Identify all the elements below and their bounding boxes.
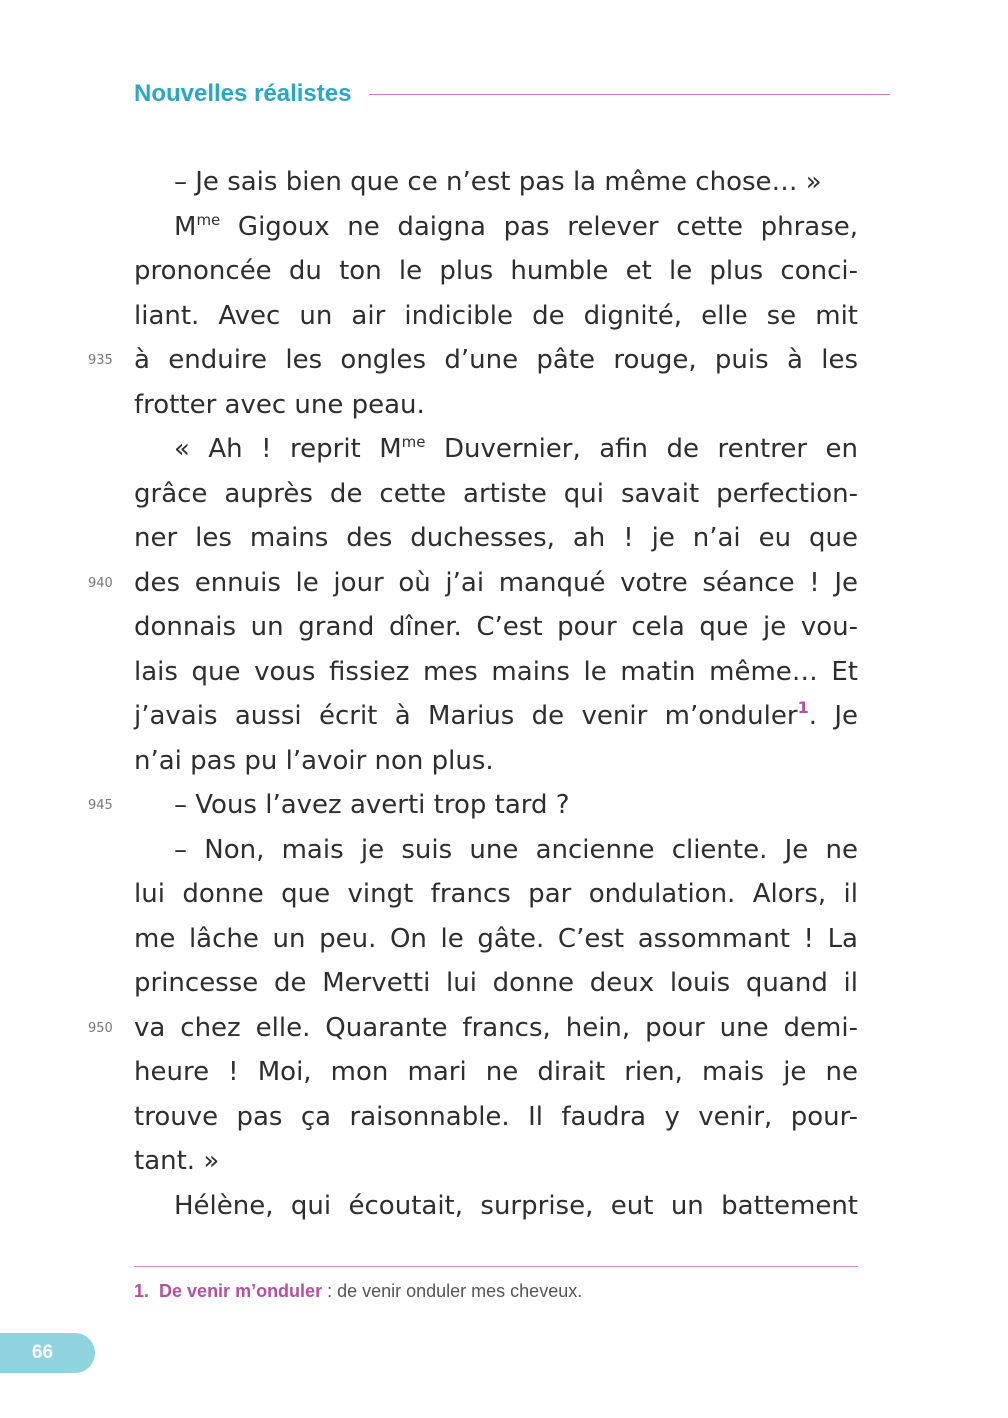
footnote-number: 1. bbox=[134, 1281, 150, 1301]
text-run: frotter avec une peau. bbox=[134, 389, 425, 420]
text-line bbox=[134, 294, 858, 339]
text-line bbox=[134, 1095, 858, 1140]
footnote-rule bbox=[134, 1266, 858, 1267]
text-run: M bbox=[174, 211, 197, 242]
text-run: lais que vous fissiez mes mains le matin même… Et bbox=[134, 656, 858, 687]
text-run: me lâche un peu. On le gâte. C’est assommant ! La bbox=[134, 923, 858, 954]
text-line bbox=[134, 694, 858, 739]
text-line bbox=[134, 739, 858, 784]
text-run: liant. Avec un air indicible de dignité, elle se mit bbox=[134, 300, 858, 331]
line-number: 945 bbox=[88, 798, 113, 813]
header-title: Nouvelles réalistes bbox=[134, 80, 352, 107]
text-run: tant. » bbox=[134, 1146, 220, 1176]
header-rule bbox=[369, 94, 890, 95]
text-line bbox=[134, 160, 858, 205]
text-line bbox=[134, 828, 858, 873]
footnote bbox=[134, 1281, 874, 1302]
text-run: heure ! Moi, mon mari ne dirait rien, mais je ne bbox=[134, 1057, 858, 1087]
text-line bbox=[134, 917, 858, 962]
text-run: . Je bbox=[808, 701, 858, 731]
text-line bbox=[134, 1139, 858, 1184]
text-line bbox=[134, 205, 858, 250]
text-line bbox=[134, 1050, 858, 1095]
text-line bbox=[134, 249, 858, 294]
text-run: « Ah ! reprit M bbox=[174, 434, 402, 464]
text-run: n’ai pas pu l’avoir non plus. bbox=[134, 745, 494, 776]
text-run: à enduire les ongles d’une pâte rouge, puis à les bbox=[134, 345, 858, 375]
body-text bbox=[134, 160, 858, 1228]
text-run: donnais un grand dîner. C’est pour cela que je vou- bbox=[134, 612, 858, 642]
text-run: va chez elle. Quarante francs, hein, pour une demi- bbox=[134, 1012, 858, 1043]
superscript: me bbox=[401, 433, 426, 451]
running-header bbox=[134, 78, 890, 110]
text-run: des ennuis le jour où j’ai manqué votre séance ! Je bbox=[134, 567, 858, 598]
text-run: Hélène, qui écoutait, surprise, eut un battement bbox=[174, 1190, 858, 1221]
text-run: Duvernier, afin de rentrer en bbox=[425, 434, 858, 464]
page-number-tab bbox=[0, 1333, 95, 1373]
text-line bbox=[134, 1006, 858, 1051]
text-run: princesse de Mervetti lui donne deux louis quand il bbox=[134, 968, 858, 998]
footnote-definition: : de venir onduler mes cheveux. bbox=[322, 1281, 583, 1301]
text-run: prononcée du ton le plus humble et le plus conci- bbox=[134, 256, 858, 286]
text-line bbox=[134, 783, 858, 828]
text-line bbox=[134, 872, 858, 917]
line-number: 935 bbox=[88, 353, 113, 368]
text-line bbox=[134, 561, 858, 606]
text-run: ner les mains des duchesses, ah ! je n’ai eu que bbox=[134, 523, 858, 553]
text-run: grâce auprès de cette artiste qui savait perfection- bbox=[134, 478, 858, 509]
text-run: Gigoux ne daigna pas relever cette phrase, bbox=[220, 211, 858, 242]
text-run: – Non, mais je suis une ancienne cliente. Je ne bbox=[174, 834, 858, 865]
superscript: me bbox=[196, 210, 221, 229]
text-line bbox=[134, 1184, 858, 1229]
line-number: 940 bbox=[88, 575, 113, 591]
text-run: lui donne que vingt francs par ondulation. Alors, il bbox=[134, 879, 858, 909]
text-line bbox=[134, 338, 858, 383]
footnote-term: De venir m’onduler bbox=[159, 1281, 323, 1301]
text-run: j’avais aussi écrit à Marius de venir m’onduler bbox=[134, 701, 798, 731]
footnote-reference: 1 bbox=[797, 698, 809, 717]
text-run: trouve pas ça raisonnable. Il faudra y venir, pour- bbox=[134, 1101, 858, 1132]
text-line bbox=[134, 383, 858, 428]
page-number: 66 bbox=[31, 1342, 54, 1363]
text-run: – Vous l’avez averti trop tard ? bbox=[174, 790, 570, 820]
text-line bbox=[134, 650, 858, 695]
text-line bbox=[134, 605, 858, 650]
text-line bbox=[134, 427, 858, 472]
text-line bbox=[134, 961, 858, 1006]
text-line bbox=[134, 516, 858, 561]
text-run: – Je sais bien que ce n’est pas la même chose… » bbox=[174, 167, 822, 197]
text-line bbox=[134, 472, 858, 517]
line-number: 950 bbox=[88, 1020, 113, 1036]
